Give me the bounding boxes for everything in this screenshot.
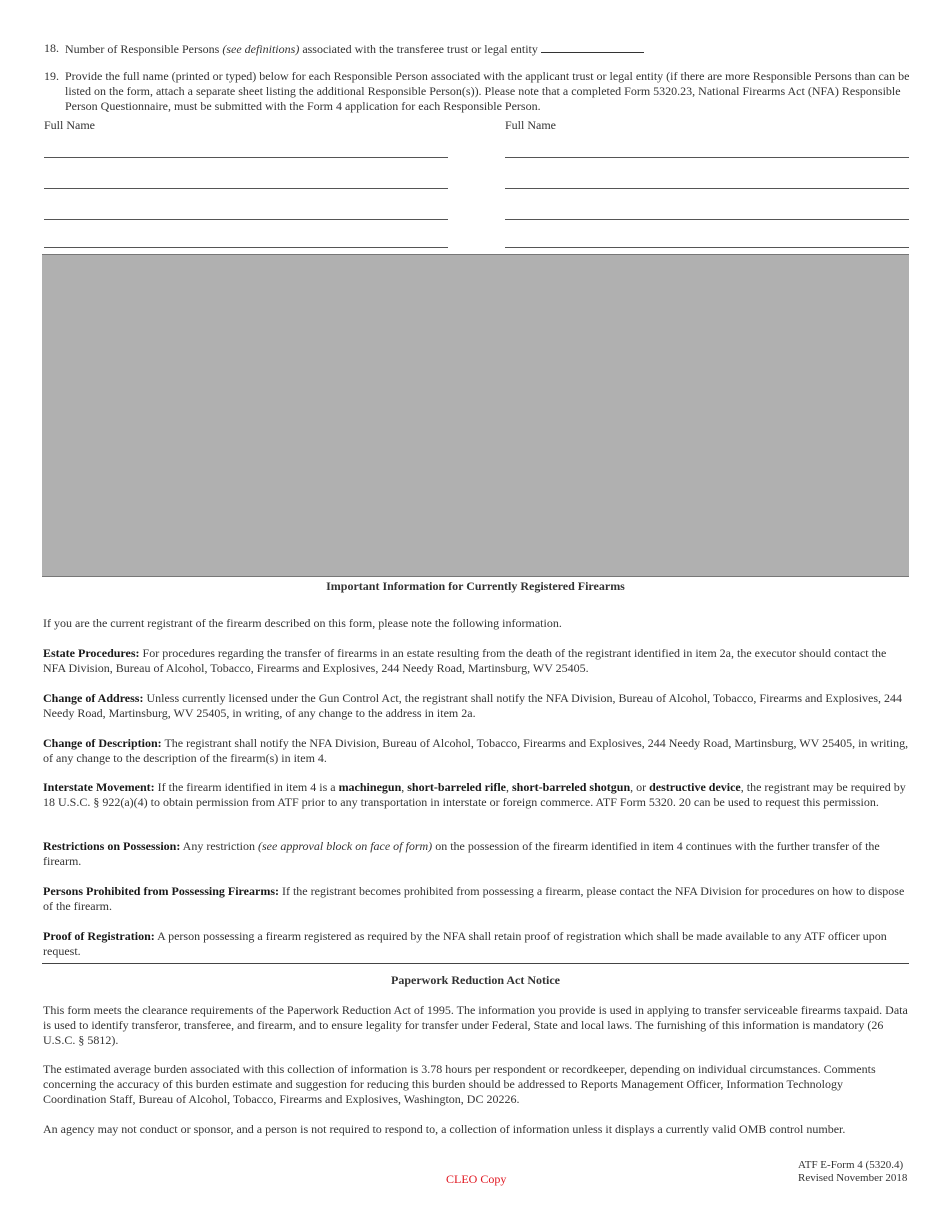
full-name-field-right-1[interactable] [505, 157, 909, 158]
full-name-field-right-3[interactable] [505, 219, 909, 220]
form-identifier [798, 1159, 907, 1185]
copy-label: CLEO Copy [446, 1172, 507, 1186]
full-name-label-right: Full Name [505, 118, 556, 132]
interstate-movement: Interstate Movement: If the firearm identified in item 4 is a machinegun, short-barreled rifle, short-barreled shotgun, or destructive device, the registrant may be required by 18 U.S.C. § 922(a)(4) to obtain permission from ATF prior to any transportation in interstate or foreign commerce. ATF Form 5320. 20 can be used to request this permission. [43, 780, 906, 809]
interstate-movement-label: Interstate Movement: [43, 780, 155, 794]
full-name-field-left-3[interactable] [44, 219, 448, 220]
change-of-description: Change of Description: The registrant shall notify the NFA Division, Bureau of Alcohol, Tobacco, Firearms and Explosives, 244 Needy Road, Martinsburg, WV 25405, in writing, of any change to the description of the firearm(s) in item 4. [43, 736, 909, 765]
persons-prohibited-label: Persons Prohibited from Possessing Firearms: [43, 884, 279, 898]
item-18-text: Number of Responsible Persons [65, 42, 223, 56]
change-of-address: Change of Address: Unless currently licensed under the Gun Control Act, the registrant shall notify the NFA Division, Bureau of Alcohol, Tobacco, Firearms and Explosives, 244 Needy Road, Martinsburg, WV 25405, in writing, of any change to the address in item 2a. [43, 691, 903, 720]
full-name-field-right-4[interactable] [505, 247, 909, 248]
important-intro: If you are the current registrant of the firearm described on this form, please note the following information. [43, 616, 562, 630]
item-18-text-end: associated with the transferee trust or legal entity [299, 42, 538, 56]
proof-of-registration: Proof of Registration: A person possessing a firearm registered as required by the NFA shall retain proof of registration which shall be made available to any ATF officer upon request. [43, 929, 887, 958]
paperwork-heading: Paperwork Reduction Act Notice [391, 973, 560, 987]
full-name-field-left-2[interactable] [44, 188, 448, 189]
form-revision: Revised November 2018 [798, 1172, 908, 1184]
shaded-block [42, 254, 909, 577]
restrictions-label: Restrictions on Possession: [43, 839, 181, 853]
full-name-field-right-2[interactable] [505, 188, 909, 189]
item-number: 19. [44, 69, 59, 83]
estate-procedures: Estate Procedures: For procedures regarding the transfer of firearms in an estate resulting from the death of the registrant identified in item 2a, the executor should contact the NFA Division, Bureau of Alcohol, Tobacco, Firearms and Explosives, 244 Needy Road, Martinsburg, WV 25405. [43, 646, 887, 675]
estate-procedures-label: Estate Procedures: [43, 646, 140, 660]
full-name-field-left-4[interactable] [44, 247, 448, 248]
form-id: ATF E-Form 4 (5320.4) [798, 1159, 904, 1171]
item-18 [44, 41, 910, 57]
important-info-heading: Important Information for Currently Registered Firearms [326, 579, 625, 593]
restrictions-on-possession: Restrictions on Possession: Any restriction (see approval block on face of form) on the possession of the firearm identified in item 4 continues with the further transfer of the firearm. [43, 839, 880, 868]
proof-of-registration-label: Proof of Registration: [43, 929, 155, 943]
item-number: 18. [44, 41, 59, 55]
item-19 [44, 69, 910, 114]
paperwork-paragraph-2: The estimated average burden associated with this collection of information is 3.78 hours per respondent or recordkeeper, depending on individual circumstances. Comments concerning the accuracy of this burden estimate and suggestion for reducing this burden should be addressed to Reports Management Officer, Information Technology Coordination Staff, Bureau of Alcohol, Tobacco, Firearms and Explosives, Washington, DC 20226. [43, 1062, 876, 1106]
item-19-text: Provide the full name (printed or typed) below for each Responsible Person associated with the applicant trust or legal entity (if there are more Responsible Persons than can be listed on the form, attach a separate sheet listing the additional Responsible Person(s)). Please note that a completed Form 5320.23, National Firearms Act (NFA) Responsible Person Questionnaire, must be submitted with the Form 4 application for each Responsible Person. [65, 69, 910, 113]
item-18-italic: (see definitions) [222, 42, 300, 56]
paperwork-paragraph-1: This form meets the clearance requirements of the Paperwork Reduction Act of 1995. The information you provide is used in applying to transfer serviceable firearms taxpaid. Data is used to identify transferor, transferee, and firearm, and to ensure legality for transfer under Federal, State and local laws. The furnishing of this information is mandatory (26 U.S.C. § 5812). [43, 1003, 908, 1047]
section-divider [42, 963, 909, 964]
responsible-persons-count-field[interactable] [541, 41, 644, 53]
paperwork-paragraph-3: An agency may not conduct or sponsor, and a person is not required to respond to, a collection of information unless it displays a currently valid OMB control number. [43, 1122, 846, 1136]
persons-prohibited: Persons Prohibited from Possessing Firearms: If the registrant becomes prohibited from possessing a firearm, please contact the NFA Division for procedures on how to dispose of the firearm. [43, 884, 905, 913]
full-name-field-left-1[interactable] [44, 157, 448, 158]
change-of-description-label: Change of Description: [43, 736, 162, 750]
full-name-label-left: Full Name [44, 118, 95, 132]
change-of-address-label: Change of Address: [43, 691, 144, 705]
